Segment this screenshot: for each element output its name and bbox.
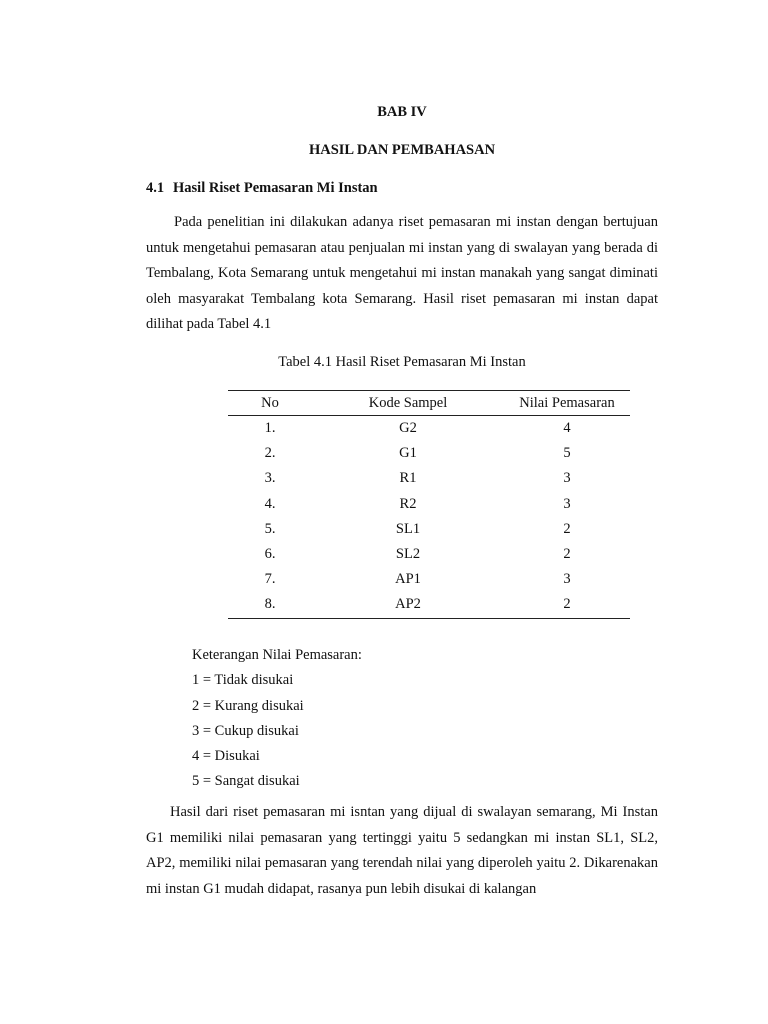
- section-heading: [146, 178, 378, 198]
- cell-kode-sampel: G1: [399, 445, 417, 462]
- legend-item: 3 = Cukup disukai: [192, 722, 299, 739]
- cell-kode-sampel: SL1: [395, 520, 421, 537]
- cell-kode-sampel: AP2: [395, 596, 421, 613]
- legend-item: 2 = Kurang disukai: [192, 697, 304, 714]
- cell-no: 2.: [264, 445, 276, 462]
- cell-no: 5.: [264, 520, 276, 537]
- column-header-no: No: [261, 394, 279, 411]
- table-row: [228, 416, 630, 442]
- table-row: [228, 466, 630, 491]
- table-caption: Tabel 4.1 Hasil Riset Pemasaran Mi Instan: [278, 354, 526, 370]
- paragraph-results: Hasil dari riset pemasaran mi isntan yang dijual di swalayan semarang, Mi Instan G1 memiliki nilai pemasaran yang tertinggi yaitu 5 sedangkan mi instan SL1, SL2, AP2, memiliki nilai pemasaran yang terendah nilai yang diperoleh yaitu 2. Dikarenakan mi instan G1 mudah didapat, rasanya pun lebih disukai di kalangan: [146, 804, 658, 897]
- cell-kode-sampel: G2: [399, 420, 417, 437]
- cell-nilai-pemasaran: 3: [563, 571, 571, 588]
- legend-title: Keterangan Nilai Pemasaran:: [192, 647, 362, 663]
- cell-no: 7.: [264, 571, 276, 588]
- table-row: [228, 441, 630, 466]
- cell-kode-sampel: R2: [399, 495, 417, 512]
- table-row: [228, 542, 630, 567]
- cell-nilai-pemasaran: 2: [563, 520, 571, 537]
- table-row: [228, 567, 630, 592]
- cell-no: 8.: [264, 596, 276, 613]
- column-header-kode-sampel: Kode Sampel: [368, 394, 448, 411]
- table-row: [228, 492, 630, 517]
- legend-item: 1 = Tidak disukai: [192, 672, 294, 689]
- results-table: [228, 390, 630, 619]
- cell-nilai-pemasaran: 3: [563, 470, 571, 487]
- chapter-number: BAB IV: [377, 104, 427, 120]
- table-header-row: [228, 391, 630, 416]
- cell-no: 1.: [264, 420, 276, 437]
- cell-no: 4.: [264, 495, 276, 512]
- cell-nilai-pemasaran: 4: [563, 420, 571, 437]
- legend: [192, 643, 362, 795]
- section-title: Hasil Riset Pemasaran Mi Instan: [173, 180, 378, 196]
- cell-no: 3.: [264, 470, 276, 487]
- chapter-title: HASIL DAN PEMBAHASAN: [308, 142, 496, 158]
- cell-kode-sampel: SL2: [395, 546, 421, 563]
- table-row: [228, 592, 630, 618]
- table-row: [228, 517, 630, 542]
- legend-item: 4 = Disukai: [192, 748, 260, 765]
- cell-nilai-pemasaran: 3: [563, 495, 571, 512]
- cell-kode-sampel: AP1: [395, 571, 421, 588]
- cell-no: 6.: [264, 546, 276, 563]
- cell-nilai-pemasaran: 2: [563, 596, 571, 613]
- cell-nilai-pemasaran: 5: [563, 445, 571, 462]
- cell-nilai-pemasaran: 2: [563, 546, 571, 563]
- column-header-nilai-pemasaran: Nilai Pemasaran: [519, 394, 615, 411]
- cell-kode-sampel: R1: [399, 470, 417, 487]
- paragraph-intro: Pada penelitian ini dilakukan adanya riset pemasaran mi instan dengan bertujuan untuk mengetahui pemasaran atau penjualan mi instan yang di swalayan yang berada di Tembalang, Kota Semarang untuk mengetahui mi instan manakah yang sangat diminati oleh masyarakat Tembalang kota Semarang. Hasil riset pemasaran mi instan dapat dilihat pada Tabel 4.1: [146, 214, 658, 332]
- section-number: 4.1: [146, 180, 165, 196]
- legend-item: 5 = Sangat disukai: [192, 773, 300, 790]
